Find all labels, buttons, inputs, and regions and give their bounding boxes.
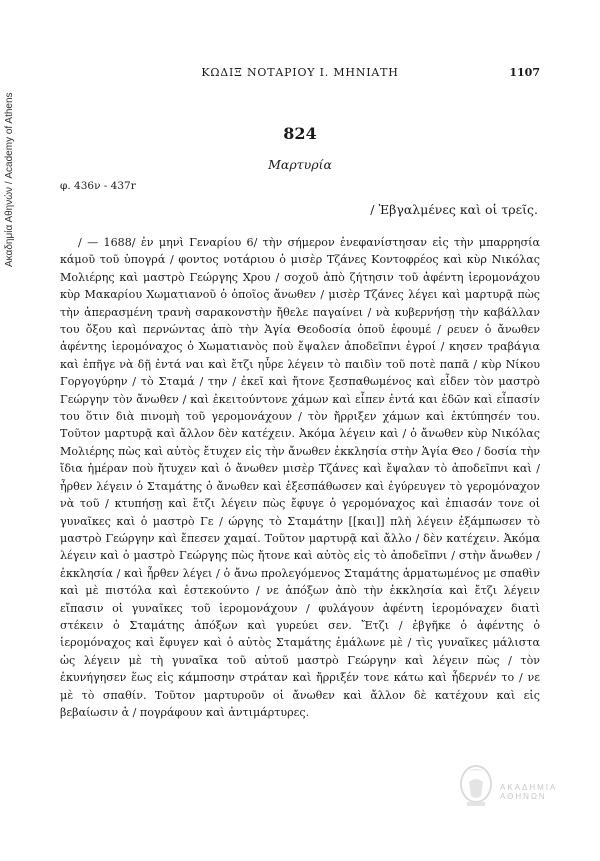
watermark-left: ΑΚΑΔΗΜΙΑ bbox=[500, 783, 558, 792]
running-title: ΚΩΔΙΞ ΝΟΤΑΡΙΟΥ Ι. ΜΗΝΙΑΤΗ bbox=[201, 66, 399, 79]
archive-source-label: Ακαδημία Αθηνών / Academy of Athens bbox=[4, 92, 15, 268]
page-header bbox=[60, 66, 540, 82]
document-number: 824 bbox=[283, 124, 317, 143]
document-subtitle: Μαρτυρία bbox=[268, 157, 332, 172]
watermark bbox=[500, 783, 600, 801]
academy-seal-icon bbox=[455, 762, 497, 810]
body-paragraph: / — 1688/ ἐν μηνὶ Γεναρίου 6/ τὴν σήμερον ἐνεφανίστησαν εἰς τὴν μπαρρησία κάμοῦ τοῦ ὑπογρά / φοντος νοτάριου ὁ μισὲρ Τζάνες Κοντοφρέος καὶ κὺρ Νικόλας Μολιέρης καὶ μαστρὸ Γεώργης Χρου / σοχοῦ ἀπὸ ζήτησιν τοῦ ἀφέντη ἱερομονάχου κὺρ Μακαρίου Χωματιανοῦ ὁ ὁποῖος ἄνωθεν / μισὲρ Τζάνες λέγει καὶ μαρτυρᾷ πὼς τὴν ἀπερασμένη τρανὴ σαρακονστὴν ἤθελε παγαίνει / νὰ κυβερνήσῃ τὴν καβάλλαν του ὄξου καὶ περνώντας ἀπὸ τὴν Ἁγία Θεοδοσία ὁποῦ ἐφουμέ / ρευεν ὁ ἄνωθεν ἀφέντης ἱερομόναχος ὁ Χωματιανὸς ποὺ ἔψαλεν ἀποδεῖπνι ἐγροί / κησεν τραβάγια καὶ ἐπῆγε νὰ δῇ ἐντά ναι καὶ ἔτζι ηὗρε λέγειν τὸ παιδὶν τοῦ ποτὲ παπᾶ / κὺρ Νίκου Γοργογύρην / τὸ Σταμά / την / ἐκεῖ καὶ ἤτονε ξεσπαθωμένος καὶ εἶδεν τὸν μαστρὸ Γεώργην τὸν ἄνωθεν / καὶ ἐκειτούντονε χάμων καὶ εἶπεν ἐντά και ἐδῶν καὶ εἶπασίν του ὅτιν διὰ πινομὴ τοῦ γερομονάχουν / τὸν ἤρριξεν χάμων καὶ ἐκτύπησέν του. Τοῦτον μαρτυρᾷ καὶ ἄλλον δὲν κατέχειν. Ἀκόμα λέγειν καὶ / ὁ ἄνωθεν κὺρ Νικόλας Μολιέρης πὼς καὶ αὐτὸς ἔτυχεν εἰς τὴν ἄνωθεν ἐκκλησία στὴν Ἁγία Θεο / δοσία τὴν ἴδια ἡμέραν ποὺ ἤτυχεν καὶ ὁ ἄνωθεν μισὲρ Τζάνες καὶ ἔψαλαν τὸ ἀποδεῖπνι καὶ / ἦρθεν λέγειν ὁ Σταμάτης ὁ ἄνωθεν καὶ ἐξεσπάθωσεν καὶ ἐγύρευγεν τὸ γερομόναχον νὰ τοῦ / κτυπήσῃ καὶ ἔτζι λέγειν πὼς ἔφυγε ὁ γερομόναχος καὶ ἐπιασάν τονε οἱ γυναῖκες καὶ ὁ μαστρὸ Γε / ώργης τὸ Σταμάτην [[και]] πλὴ λέγειν ἐξάμπωσεν τὸ μαστρὸ Γεώργην καὶ ἔπεσεν χαμαί. Τοῦτον μαρτυρᾷ καὶ ἄλλο / δὲν κατέχειν. Ἀκόμα λέγειν καὶ ὁ μαστρὸ Γεώργης πὼς ἤτονε καὶ αὐτὸς εἰς τὸ ἀποδεῖπνι / στὴν ἄνωθεν / ἐκκλησία / καὶ ἦρθεν λέγει / ὁ ἄνω προλεγόμενος Σταμάτης ἁρματωμένος με σπαθὶν καὶ μὲ πιστόλα καὶ ἐστεκούντο / νε ἀπόξων ἀπὸ τὴν ἐκκλησία καὶ ἔτζι λέγειν εἴπασιν οἱ γυναῖκες τοῦ ἱερομονάχουν / φυλάγουν ἀφέντη ἱερομόναχεν διατὶ στέκειν ὁ Σταμάτης ἀπόξων καὶ γυρεύει σεν. Ἔτζι / ἐβγῆκε ὁ ἀφέντης ὁ ἱερομόναχος καὶ ἔφυγεν καὶ ὁ αὐτὸς Σταμάτης ἐμάλωνε μὲ / τὶς γυναῖκες μάλιστα ὡς λέγειν μὲ τὴ γυναῖκα τοῦ αὐτοῦ μαστρὸ Γεώργην καὶ λέγειν πὼς / τὸν ἐκυνήγησεν ἕως εἰς κάμποσην στράταν καὶ ἤρριξέν τονε κάτω καὶ ἦδερνέν το / νε μὲ τὸ σπαθίν. Τοῦτον μαρτυροῦν οἱ ἄνωθεν καὶ ἄλλον δὲ κατέχουν καὶ εἰς βεβαίωσιν ἁ / πογράφουν καὶ ἀντιμάρτυρες. bbox=[60, 236, 540, 719]
page-number: 1107 bbox=[509, 66, 540, 79]
document-body bbox=[60, 234, 540, 721]
epigraph: / Ἐβγαλμένες καὶ οἱ τρεῖς. bbox=[370, 202, 538, 217]
folio-reference: φ. 436ν - 437r bbox=[60, 180, 136, 192]
watermark-right: ΑΘΗΝΩΝ bbox=[500, 792, 547, 801]
